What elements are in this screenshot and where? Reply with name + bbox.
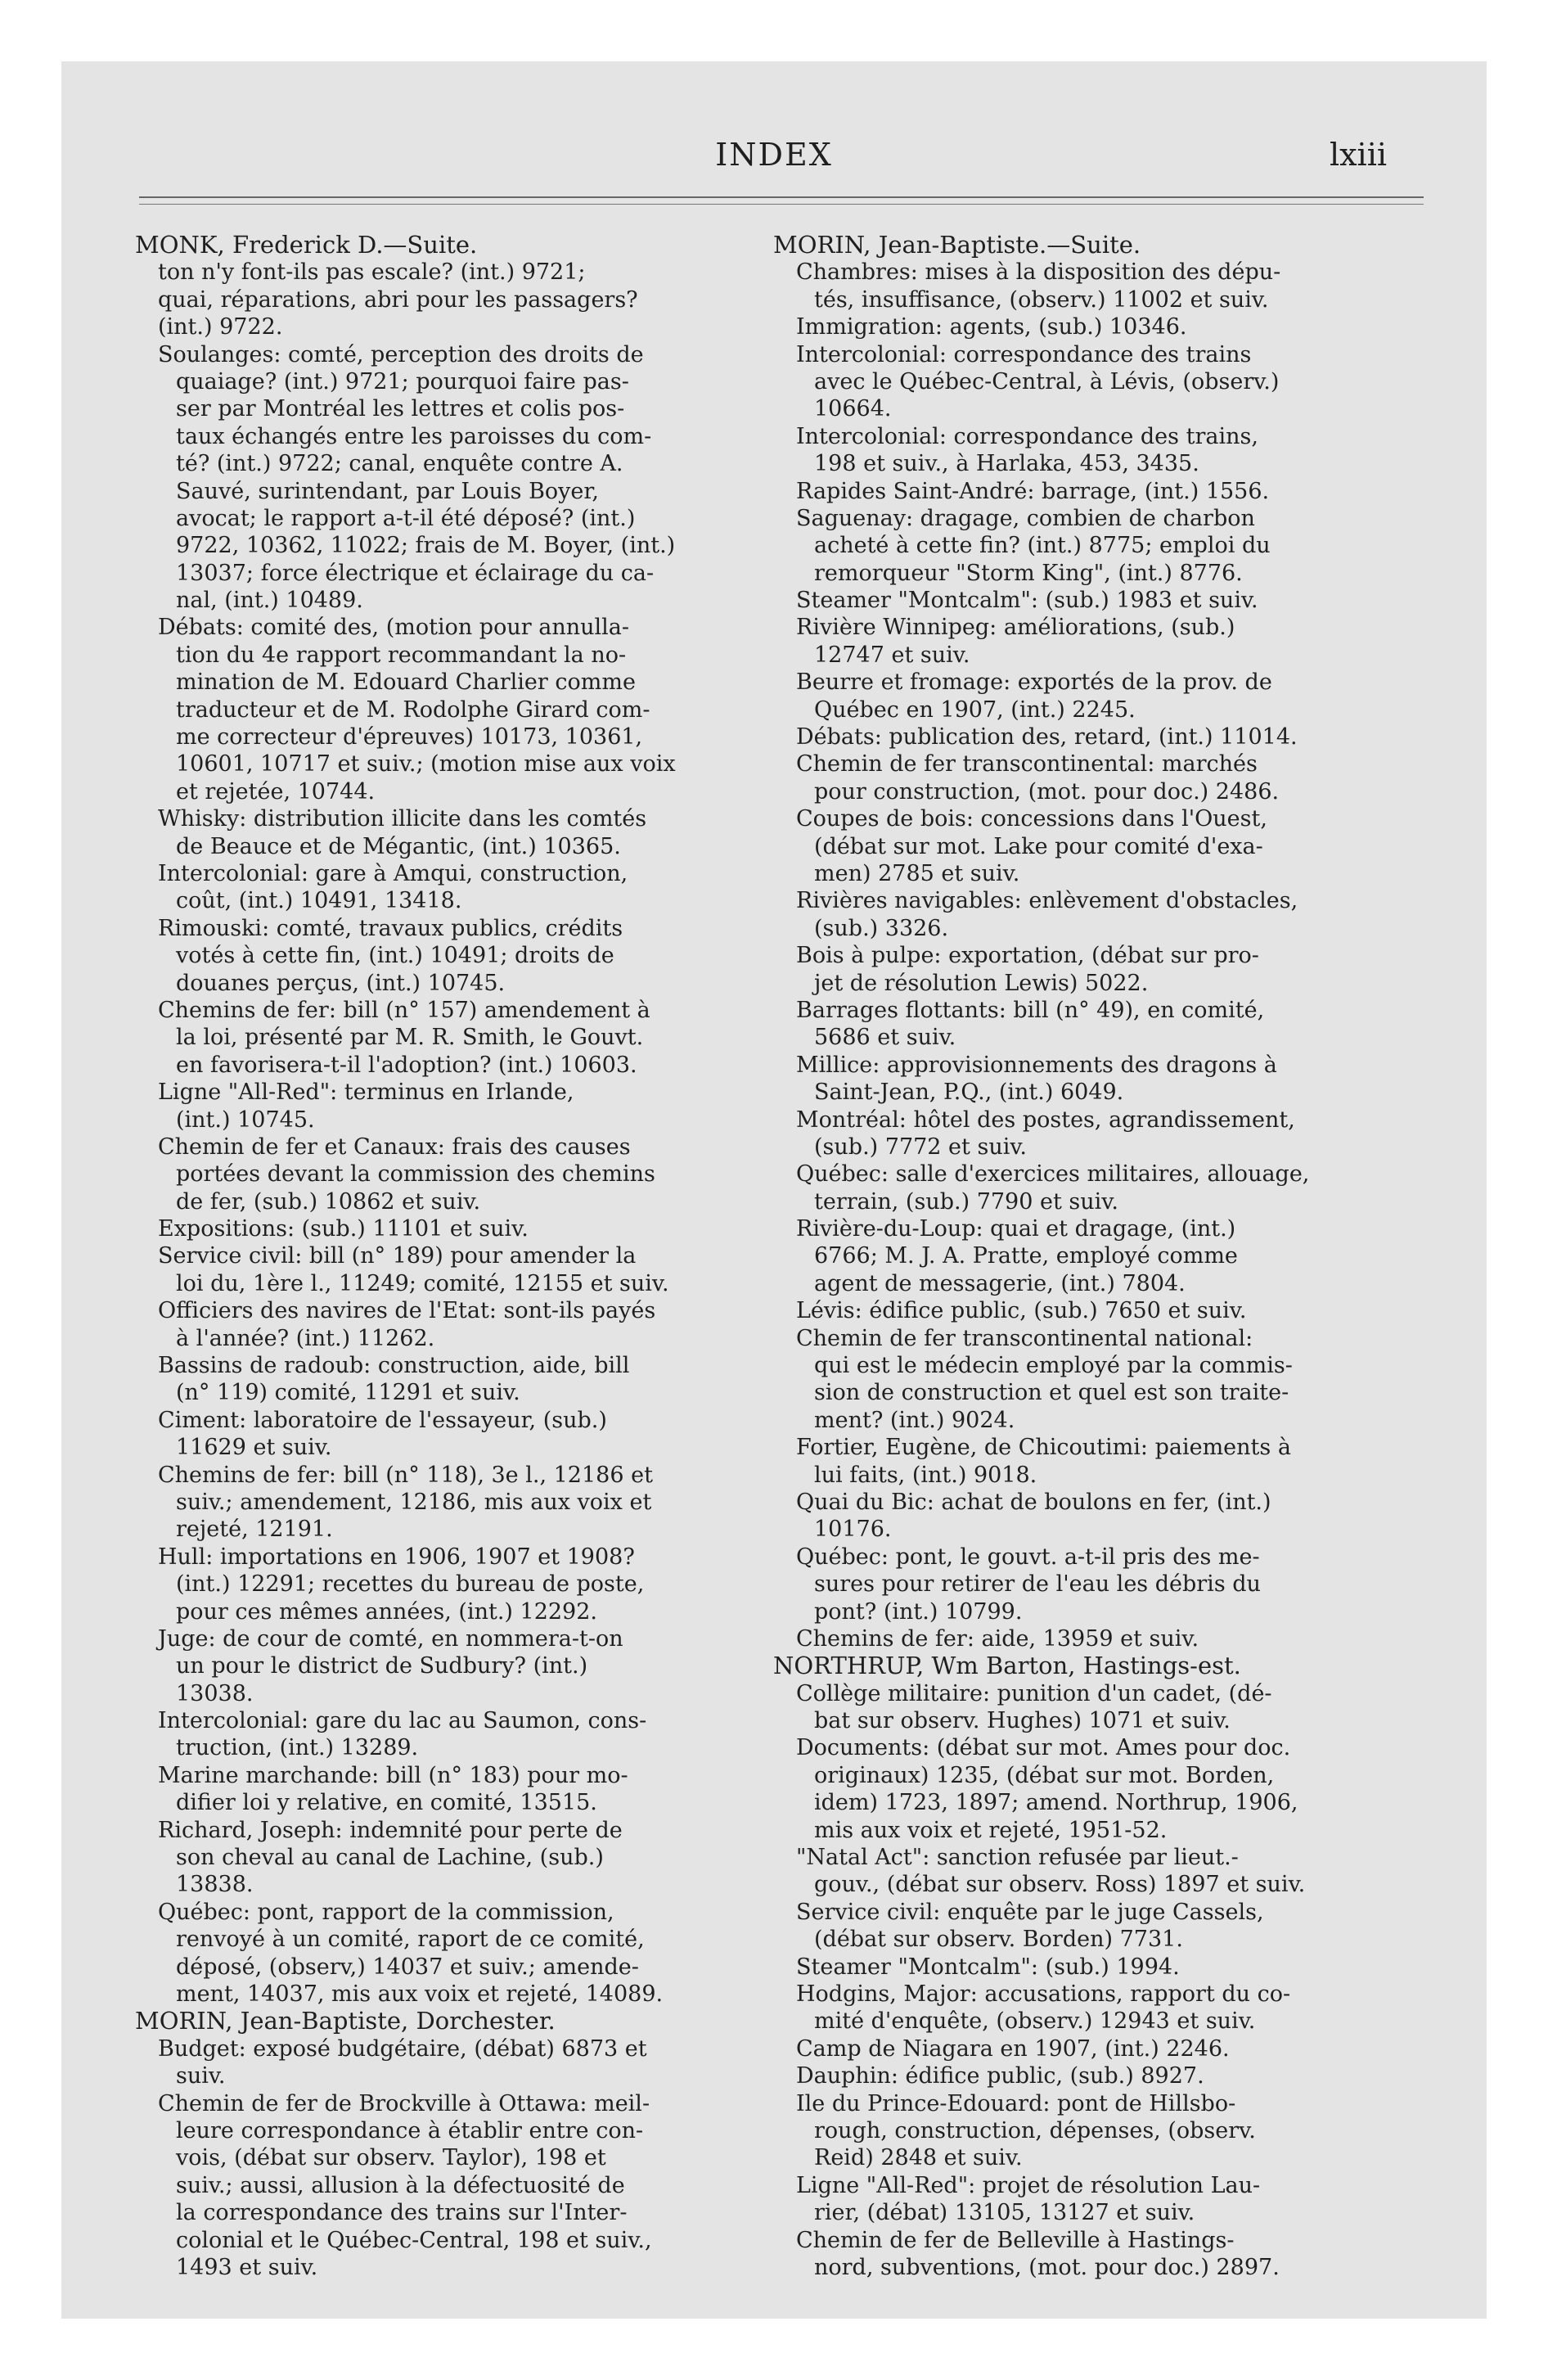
- index-line: men) 2785 et suiv.: [814, 860, 1020, 886]
- index-line: originaux) 1235, (débat sur mot. Borden,: [814, 1762, 1275, 1788]
- index-line: ment, 14037, mis aux voix et rejeté, 14089.: [176, 1981, 664, 2007]
- index-line: mination de M. Edouard Charlier comme: [176, 669, 636, 696]
- index-line: Soulanges: comté, perception des droits de: [158, 341, 644, 367]
- index-line: Barrages flottants: bill (n° 49), en comité,: [796, 997, 1265, 1023]
- index-line: Intercolonial: gare du lac au Saumon, cons-: [158, 1708, 647, 1734]
- index-line: Québec: salle d'exercices militaires, allouage,: [796, 1161, 1310, 1188]
- index-line: coût, (int.) 10491, 13418.: [176, 888, 462, 914]
- index-line: Budget: exposé budgétaire, (débat) 6873 et: [158, 2035, 647, 2062]
- index-line: (sub.) 3326.: [814, 915, 949, 941]
- index-line: Intercolonial: correspondance des trains,: [796, 423, 1258, 449]
- index-line: me correcteur d'épreuves) 10173, 10361,: [176, 724, 643, 751]
- page-number: lxiii: [1329, 137, 1387, 173]
- index-line: suiv.; amendement, 12186, mis aux voix et: [176, 1489, 652, 1515]
- index-line: Ile du Prince-Edouard: pont de Hillsbo-: [796, 2090, 1236, 2116]
- index-line: Coupes de bois: concessions dans l'Ouest,: [796, 806, 1267, 832]
- index-line: 13038.: [176, 1680, 254, 1706]
- index-line: 13037; force électrique et éclairage du ca-: [176, 560, 655, 586]
- index-line: 198 et suiv., à Harlaka, 453, 3435.: [814, 451, 1199, 477]
- index-line: taux échangés entre les paroisses du com-: [176, 423, 652, 449]
- index-line: la correspondance des trains sur l'Inter-: [176, 2200, 628, 2226]
- index-line: Chemin de fer transcontinental national:: [796, 1325, 1253, 1351]
- index-line: lui faits, (int.) 9018.: [814, 1462, 1037, 1488]
- index-line: Collège militaire: punition d'un cadet, (dé-: [796, 1680, 1272, 1706]
- index-line: Marine marchande: bill (n° 183) pour mo-: [158, 1762, 628, 1788]
- index-line: 10176.: [814, 1517, 892, 1543]
- index-entry-name: NORTHRUP, Wm Barton, Hastings-est.: [773, 1652, 1241, 1680]
- index-line: Rapides Saint-André: barrage, (int.) 1556.: [796, 478, 1270, 504]
- index-line: un pour le district de Sudbury? (int.): [176, 1653, 588, 1679]
- index-line: tion du 4e rapport recommandant la no-: [176, 642, 627, 668]
- index-line: Camp de Niagara en 1907, (int.) 2246.: [796, 2035, 1230, 2062]
- index-line: té? (int.) 9722; canal, enquête contre A.: [176, 451, 623, 477]
- index-line: déposé, (observ,) 14037 et suiv.; amende-: [176, 1954, 639, 1980]
- index-line: Québec: pont, le gouvt. a-t-il pris des me-: [796, 1544, 1260, 1570]
- index-line: Officiers des navires de l'Etat: sont-ils payés: [158, 1298, 656, 1324]
- index-line: ton n'y font-ils pas escale? (int.) 9721;: [158, 259, 586, 286]
- index-line: mité d'enquête, (observ.) 12943 et suiv.: [814, 2008, 1256, 2035]
- index-line: nal, (int.) 10489.: [176, 588, 363, 614]
- index-line: Débats: publication des, retard, (int.) 11014.: [796, 724, 1298, 751]
- index-line: Chemin de fer de Belleville à Hastings-: [796, 2227, 1235, 2253]
- page-header: [61, 137, 1487, 186]
- index-line: avocat; le rapport a-t-il été déposé? (int.): [176, 505, 636, 531]
- index-line: Chemin de fer de Brockville à Ottawa: meil-: [158, 2090, 650, 2116]
- index-line: pont? (int.) 10799.: [814, 1598, 1023, 1625]
- index-line: rough, construction, dépenses, (observ.: [814, 2117, 1256, 2143]
- index-line: 12747 et suiv.: [814, 642, 970, 668]
- index-line: Intercolonial: correspondance des trains: [796, 341, 1252, 367]
- index-line: loi du, 1ère l., 11249; comité, 12155 et suiv.: [176, 1270, 669, 1296]
- index-line: rejeté, 12191.: [176, 1517, 333, 1543]
- index-line: (int.) 10745.: [176, 1107, 315, 1133]
- index-line: pour construction, (mot. pour doc.) 2486.: [814, 778, 1280, 805]
- index-line: Chambres: mises à la disposition des dépu-: [796, 259, 1281, 286]
- index-line: (int.) 12291; recettes du bureau de poste,: [176, 1571, 645, 1598]
- index-line: 10664.: [814, 396, 892, 422]
- index-line: 9722, 10362, 11022; frais de M. Boyer, (int.): [176, 533, 676, 559]
- index-line: Chemin de fer et Canaux: frais des causes: [158, 1134, 631, 1160]
- index-line: Bassins de radoub: construction, aide, bill: [158, 1353, 630, 1379]
- index-line: traducteur et de M. Rodolphe Girard com-: [176, 696, 650, 723]
- index-line: remorqueur "Storm King", (int.) 8776.: [814, 560, 1243, 586]
- index-line: tés, insuffisance, (observ.) 11002 et suiv.: [814, 286, 1269, 313]
- header-rule-thin: [139, 204, 1424, 205]
- index-line: son cheval au canal de Lachine, (sub.): [176, 1845, 604, 1871]
- index-line: quaiage? (int.) 9721; pourquoi faire pas-: [176, 368, 629, 394]
- index-line: sures pour retirer de l'eau les débris du: [814, 1571, 1261, 1598]
- index-line: (int.) 9722.: [158, 314, 283, 340]
- index-line: Chemins de fer: aide, 13959 et suiv.: [796, 1625, 1199, 1652]
- index-line: Immigration: agents, (sub.) 10346.: [796, 314, 1187, 340]
- index-line: Saint-Jean, P.Q., (int.) 6049.: [814, 1080, 1124, 1106]
- index-line: Steamer "Montcalm": (sub.) 1983 et suiv.: [796, 588, 1258, 614]
- index-line: Steamer "Montcalm": (sub.) 1994.: [796, 1954, 1180, 1980]
- index-line: Rivière-du-Loup: quai et dragage, (int.): [796, 1216, 1236, 1242]
- index-line: acheté à cette fin? (int.) 8775; emploi du: [814, 533, 1271, 559]
- header-rule: [139, 196, 1424, 198]
- index-line: Lévis: édifice public, (sub.) 7650 et suiv.: [796, 1298, 1247, 1324]
- index-line: 6766; M. J. A. Pratte, employé comme: [814, 1243, 1238, 1269]
- index-line: Ligne "All-Red": terminus en Irlande,: [158, 1080, 574, 1106]
- index-line: Richard, Joseph: indemnité pour perte de: [158, 1817, 623, 1843]
- page-title: INDEX: [715, 137, 833, 173]
- index-line: Documents: (débat sur mot. Ames pour doc.: [796, 1735, 1291, 1761]
- index-line: Service civil: bill (n° 189) pour amender la: [158, 1243, 637, 1269]
- index-line: Ligne "All-Red": projet de résolution Lau-: [796, 2172, 1261, 2198]
- index-line: (débat sur mot. Lake pour comité d'exa-: [814, 833, 1263, 859]
- index-line: suiv.; aussi, allusion à la défectuosité de: [176, 2172, 625, 2198]
- index-line: Whisky: distribution illicite dans les comtés: [158, 806, 647, 832]
- index-line: de fer, (sub.) 10862 et suiv.: [176, 1188, 481, 1215]
- index-line: 13838.: [176, 1872, 254, 1898]
- index-line: qui est le médecin employé par la commis-: [814, 1353, 1293, 1379]
- index-line: Débats: comité des, (motion pour annulla-: [158, 615, 629, 641]
- index-line: Québec en 1907, (int.) 2245.: [814, 696, 1136, 723]
- index-line: 11629 et suiv.: [176, 1435, 332, 1461]
- index-line: idem) 1723, 1897; amend. Northrup, 1906,: [814, 1790, 1298, 1816]
- index-line: Rivière Winnipeg: améliorations, (sub.): [796, 615, 1235, 641]
- index-entry-name: MORIN, Jean-Baptiste, Dorchester.: [135, 2008, 556, 2035]
- index-line: en favorisera-t-il l'adoption? (int.) 10603.: [176, 1052, 637, 1078]
- index-line: Chemins de fer: bill (n° 157) amendement à: [158, 997, 650, 1023]
- index-line: Millice: approvisionnements des dragons à: [796, 1052, 1277, 1078]
- index-entry-name: MORIN, Jean-Baptiste.—Suite.: [773, 232, 1141, 259]
- index-line: renvoyé à un comité, raport de ce comité,: [176, 1927, 645, 1953]
- index-line: avec le Québec-Central, à Lévis, (observ.): [814, 368, 1280, 394]
- index-line: (débat sur observ. Borden) 7731.: [814, 1927, 1183, 1953]
- index-line: Chemin de fer transcontinental: marchés: [796, 751, 1258, 778]
- index-line: et rejetée, 10744.: [176, 778, 376, 805]
- index-line: agent de messagerie, (int.) 7804.: [814, 1270, 1186, 1296]
- index-line: nord, subventions, (mot. pour doc.) 2897.: [814, 2254, 1280, 2280]
- index-line: Beurre et fromage: exportés de la prov. de: [796, 669, 1272, 696]
- index-line: gouv., (débat sur observ. Ross) 1897 et suiv.: [814, 1872, 1306, 1898]
- index-line: 10601, 10717 et suiv.; (motion mise aux voix: [176, 751, 676, 778]
- index-line: bat sur observ. Hughes) 1071 et suiv.: [814, 1708, 1231, 1734]
- index-line: vois, (débat sur observ. Taylor), 198 et: [176, 2145, 606, 2171]
- index-line: Dauphin: édifice public, (sub.) 8927.: [796, 2063, 1204, 2089]
- index-line: (n° 119) comité, 11291 et suiv.: [176, 1380, 520, 1406]
- index-line: sion de construction et quel est son traite-: [814, 1380, 1289, 1406]
- index-line: 1493 et suiv.: [176, 2254, 318, 2280]
- index-line: ser par Montréal les lettres et colis pos-: [176, 396, 625, 422]
- index-line: truction, (int.) 13289.: [176, 1735, 419, 1761]
- index-line: Expositions: (sub.) 11101 et suiv.: [158, 1216, 529, 1242]
- index-line: portées devant la commission des chemins: [176, 1161, 655, 1188]
- index-line: 5686 et suiv.: [814, 1025, 956, 1051]
- index-page: [61, 61, 1487, 2319]
- index-line: Ciment: laboratoire de l'essayeur, (sub.): [158, 1407, 607, 1433]
- index-line: Rivières navigables: enlèvement d'obstacles,: [796, 888, 1298, 914]
- index-line: Bois à pulpe: exportation, (débat sur pro-: [796, 943, 1259, 969]
- index-line: jet de résolution Lewis) 5022.: [814, 970, 1149, 996]
- index-line: suiv.: [176, 2063, 226, 2089]
- index-line: Québec: pont, rapport de la commission,: [158, 1899, 614, 1925]
- index-line: Hull: importations en 1906, 1907 et 1908?: [158, 1544, 635, 1570]
- index-line: douanes perçus, (int.) 10745.: [176, 970, 506, 996]
- index-line: Rimouski: comté, travaux publics, crédits: [158, 915, 623, 941]
- index-entry-name: MONK, Frederick D.—Suite.: [135, 232, 478, 259]
- index-line: de Beauce et de Mégantic, (int.) 10365.: [176, 833, 621, 859]
- index-line: la loi, présenté par M. R. Smith, le Gouvt.: [176, 1025, 644, 1051]
- index-line: Sauvé, surintendant, par Louis Boyer,: [176, 478, 599, 504]
- index-line: Reid) 2848 et suiv.: [814, 2145, 1023, 2171]
- index-line: leure correspondance à établir entre con-: [176, 2117, 644, 2143]
- index-line: Montréal: hôtel des postes, agrandissement,: [796, 1107, 1295, 1133]
- index-line: Fortier, Eugène, de Chicoutimi: paiements à: [796, 1435, 1291, 1461]
- index-line: pour ces mêmes années, (int.) 12292.: [176, 1598, 597, 1625]
- index-line: "Natal Act": sanction refusée par lieut.-: [796, 1845, 1239, 1871]
- index-line: colonial et le Québec-Central, 198 et suiv.,: [176, 2227, 652, 2253]
- index-line: Quai du Bic: achat de boulons en fer, (int.): [796, 1489, 1271, 1515]
- index-line: quai, réparations, abri pour les passagers?: [158, 286, 638, 313]
- index-line: votés à cette fin, (int.) 10491; droits de: [176, 943, 614, 969]
- index-line: difier loi y relative, en comité, 13515.: [176, 1790, 597, 1816]
- index-line: Juge: de cour de comté, en nommera-t-on: [158, 1625, 623, 1652]
- index-line: Intercolonial: gare à Amqui, construction,: [158, 860, 628, 886]
- index-line: Hodgins, Major: accusations, rapport du co-: [796, 1981, 1291, 2007]
- index-line: Service civil: enquête par le juge Cassels,: [796, 1899, 1264, 1925]
- right-column: [773, 232, 1379, 2281]
- index-line: (sub.) 7772 et suiv.: [814, 1134, 1027, 1160]
- index-line: ment? (int.) 9024.: [814, 1407, 1015, 1433]
- index-line: Chemins de fer: bill (n° 118), 3e l., 12186 et: [158, 1462, 653, 1488]
- index-line: terrain, (sub.) 7790 et suiv.: [814, 1188, 1118, 1215]
- index-line: mis aux voix et rejeté, 1951-52.: [814, 1817, 1168, 1843]
- index-line: à l'année? (int.) 11262.: [176, 1325, 435, 1351]
- index-line: rier, (débat) 13105, 13127 et suiv.: [814, 2200, 1195, 2226]
- left-column: [135, 232, 740, 2281]
- index-line: Saguenay: dragage, combien de charbon: [796, 505, 1255, 531]
